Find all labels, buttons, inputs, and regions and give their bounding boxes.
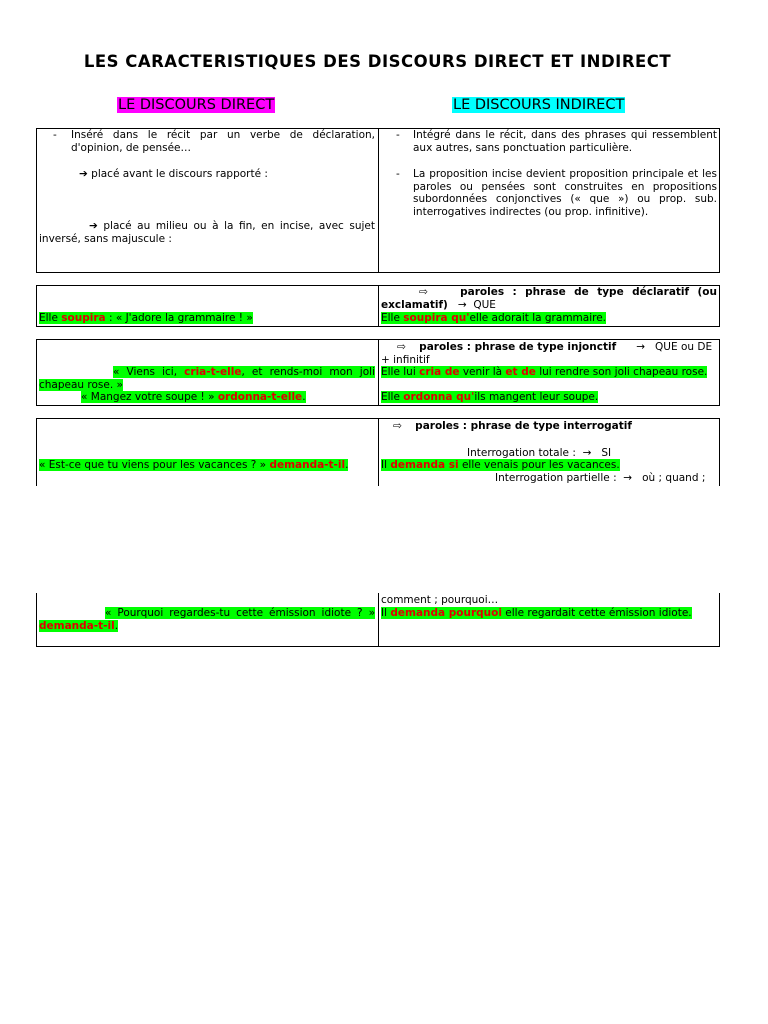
- right-bullet-2: -: [396, 168, 400, 180]
- example-verb: soupira: [61, 312, 106, 324]
- injunctive-heading: [381, 341, 717, 366]
- injunctive-heading-text: paroles : phrase de type injonctif: [419, 341, 617, 353]
- interrogative-direct-example-1: [39, 459, 375, 472]
- indirect-definition-1: Intégré dans le récit, dans des phrases qui ressemblent aux autres, sans ponctuation particulière.: [413, 129, 717, 154]
- header-indirect: [452, 97, 625, 113]
- declarative-connector: QUE: [473, 298, 496, 311]
- interrogative-indirect-example-1: [381, 459, 717, 472]
- example-verb: soupira qu': [403, 312, 470, 324]
- arrow-right-icon: ⇨: [393, 420, 402, 432]
- example-text: .: [302, 391, 306, 403]
- header-indirect-label: LE DISCOURS INDIRECT: [453, 97, 625, 113]
- example-text: .: [114, 619, 119, 632]
- example-verb: demanda-t-il: [39, 619, 115, 632]
- page-break-gap: [30, 486, 730, 593]
- partial-interrogation-connector: où ; quand ;: [642, 472, 706, 484]
- example-verb: demanda pourquoi: [390, 607, 502, 619]
- example-verb: ordonna qu': [403, 391, 475, 403]
- declarative-heading: [381, 286, 717, 311]
- partial-interrogation-connector-continued: comment ; pourquoi…: [381, 594, 499, 606]
- column-divider: [378, 286, 379, 326]
- example-verb: et de: [505, 366, 536, 378]
- indirect-definition-2: La proposition incise devient proposition principale et les paroles ou pensées sont construites en propositions subordonnées conjonctives (« que ») ou prop. sub. interrogatives indirectes (ou prop. infinitive).: [413, 168, 717, 218]
- injunctive-connector: QUE ou DE + infinitif: [381, 341, 713, 366]
- total-interrogation-label: Interrogation totale :: [467, 447, 576, 459]
- direct-position-incise: [39, 220, 375, 245]
- example-text: « Est-ce que tu viens pour les vacances ? »: [39, 459, 270, 471]
- example-text: Il: [381, 459, 391, 471]
- arrow-right-icon: ⇨: [397, 341, 406, 353]
- direct-position-incise-text: placé au milieu ou à la fin, en incise, avec sujet inversé, sans majuscule :: [39, 220, 375, 245]
- injunctive-direct-example-1: [39, 366, 375, 391]
- interrogative-indirect-example-2: [381, 607, 717, 620]
- arrow-icon: →: [623, 472, 633, 484]
- example-text: « Pourquoi regardes-tu cette émission idiote ? »: [105, 607, 375, 619]
- example-text: « Viens ici,: [113, 366, 185, 378]
- example-text: Elle: [381, 391, 404, 403]
- example-text: Il: [381, 607, 391, 619]
- example-verb: ordonna-t-elle: [217, 391, 303, 403]
- declarative-box: [36, 285, 720, 327]
- example-text: « Mangez votre soupe ! »: [81, 391, 218, 403]
- characteristics-box: [36, 128, 720, 273]
- example-text: , et rends-moi mon joli chapeau rose. »: [39, 366, 375, 391]
- injunctive-indirect-example-1: [381, 366, 717, 379]
- example-verb: cria de: [419, 366, 460, 378]
- example-text: ils mangent leur soupe.: [474, 391, 599, 403]
- arrow-icon: →: [457, 298, 467, 311]
- direct-position-before: [79, 168, 369, 181]
- example-text: venir là: [459, 366, 506, 378]
- arrow-icon: →: [582, 447, 592, 459]
- arrow-icon: →: [636, 341, 645, 353]
- declarative-indirect-example: [381, 312, 717, 325]
- total-interrogation-rule: [467, 447, 768, 460]
- injunctive-direct-example-2: [81, 391, 417, 404]
- interrogative-heading: [381, 420, 717, 433]
- right-bullet-1: -: [396, 129, 400, 141]
- column-divider: [378, 129, 379, 272]
- example-text: Elle: [381, 312, 404, 324]
- injunctive-indirect-example-2: [381, 391, 717, 404]
- example-text: lui rendre son joli chapeau rose.: [535, 366, 708, 378]
- example-text: elle regardait cette émission idiote.: [501, 607, 692, 619]
- direct-definition: Inséré dans le récit par un verbe de déclaration, d'opinion, de pensée…: [71, 129, 375, 154]
- left-bullet: -: [53, 129, 57, 141]
- example-text: : « J'adore la grammaire ! »: [105, 312, 253, 324]
- example-verb: cria-t-elle: [184, 366, 242, 378]
- arrow-right-icon: ⇨: [419, 286, 428, 298]
- arrow-icon: ➔: [89, 220, 98, 232]
- partial-interrogation-rule: [495, 472, 768, 485]
- arrow-icon: ➔: [79, 168, 88, 180]
- example-text: Elle: [39, 312, 62, 324]
- injunctive-box: [36, 339, 720, 406]
- page-title: LES CARACTERISTIQUES DES DISCOURS DIRECT ET INDIRECT: [83, 52, 672, 71]
- interrogative-heading-text: paroles : phrase de type interrogatif: [415, 420, 632, 432]
- example-text: elle venais pour les vacances.: [458, 459, 620, 471]
- example-verb: demanda si: [390, 459, 459, 471]
- declarative-direct-example: [39, 312, 375, 325]
- total-interrogation-connector: SI: [601, 447, 612, 459]
- example-text: Elle lui: [381, 366, 420, 378]
- example-text: .: [345, 459, 349, 471]
- partial-interrogation-label: Interrogation partielle :: [495, 472, 617, 484]
- example-text: elle adorait la grammaire.: [469, 312, 607, 324]
- declarative-heading-text: paroles : phrase de type déclaratif (ou exclamatif): [381, 286, 717, 311]
- direct-position-before-text: placé avant le discours rapporté :: [91, 168, 268, 180]
- interrogative-direct-example-2: [39, 607, 375, 632]
- header-direct: [117, 97, 275, 113]
- header-direct-label: LE DISCOURS DIRECT: [118, 97, 275, 113]
- example-verb: demanda-t-il: [269, 459, 346, 471]
